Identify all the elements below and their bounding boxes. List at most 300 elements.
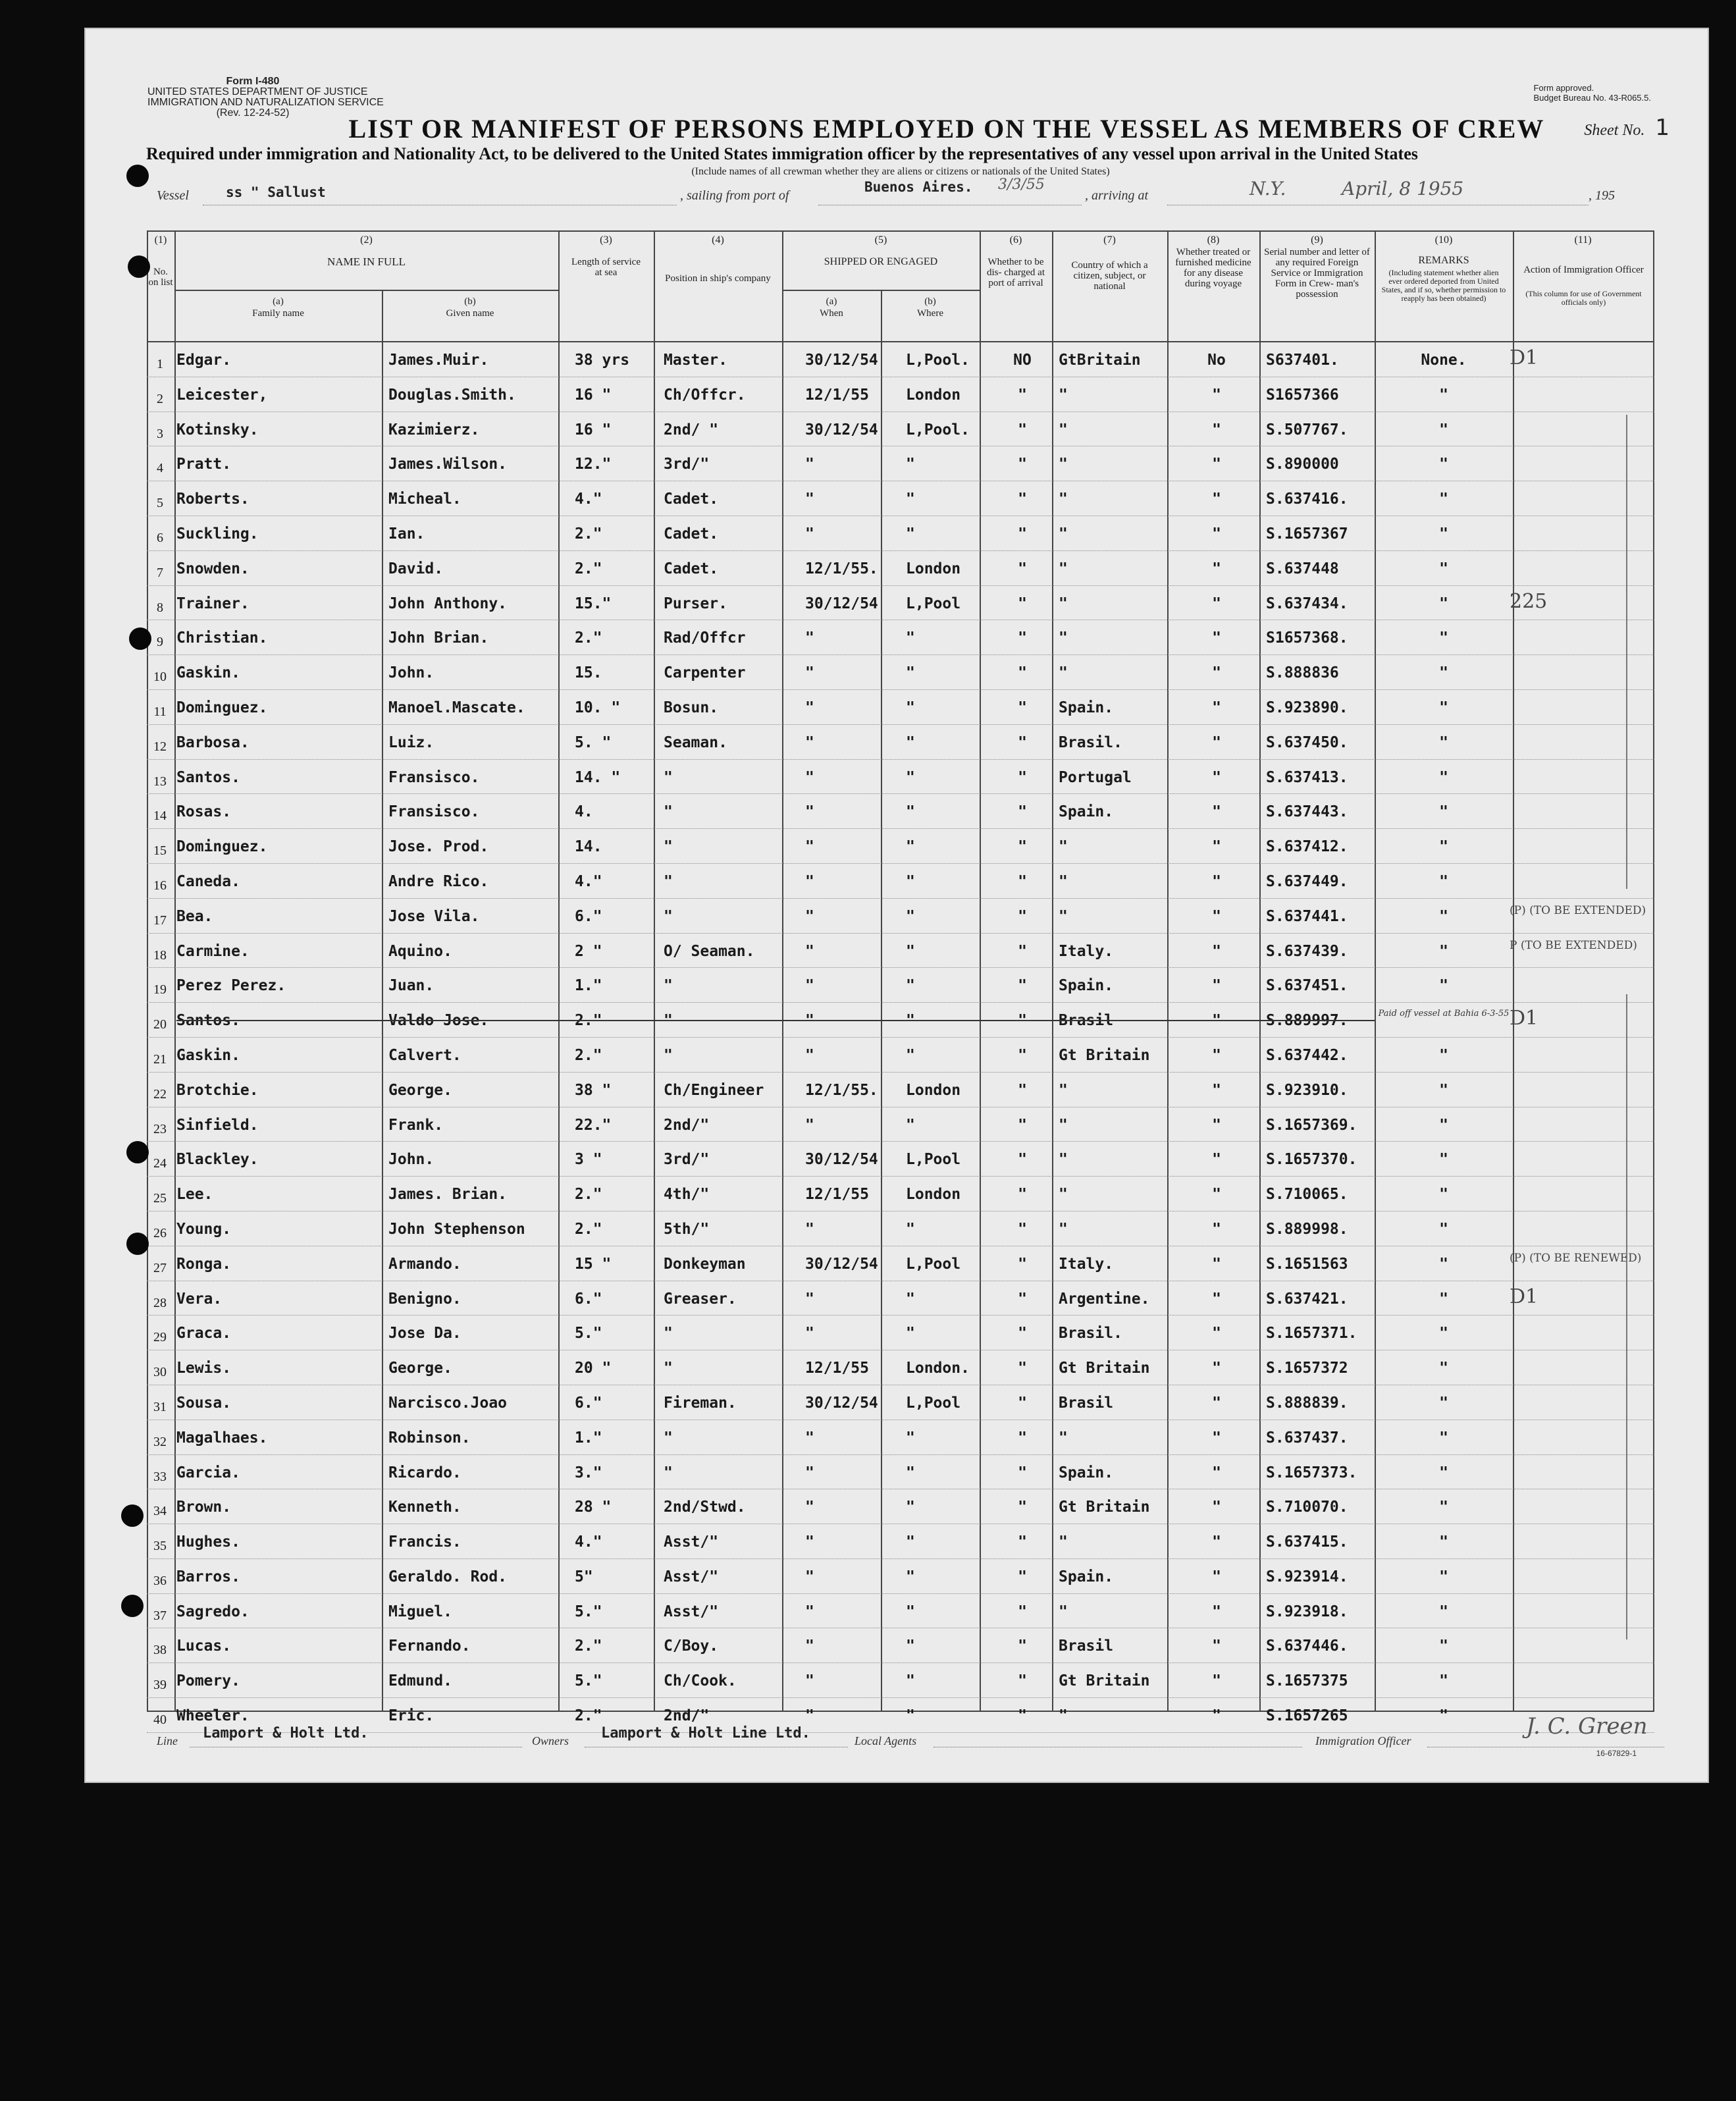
cell-medicine: " xyxy=(1212,838,1221,856)
cell-position: Asst/" xyxy=(664,1568,719,1585)
cell-given: John Stephenson xyxy=(388,1220,525,1238)
cell-serial: S.889998. xyxy=(1266,1220,1348,1238)
cell-when: " xyxy=(805,1499,814,1516)
cell-no: 4 xyxy=(157,461,163,476)
cell-given: Aquino. xyxy=(388,942,452,960)
cell-no: 1 xyxy=(157,357,163,371)
cell-no: 31 xyxy=(153,1399,167,1414)
cell-discharged: " xyxy=(1018,1464,1027,1481)
table-row xyxy=(147,829,1654,864)
table-row xyxy=(147,794,1654,829)
punch-hole xyxy=(126,1233,149,1255)
cell-serial: S.637443. xyxy=(1266,803,1348,821)
cell-when: " xyxy=(805,1464,814,1481)
cell-action: D1 xyxy=(1510,1007,1539,1030)
table-row xyxy=(147,899,1654,934)
cell-where: " xyxy=(906,664,915,682)
cell-country: " xyxy=(1059,1116,1068,1134)
cell-when: 12/1/55 xyxy=(805,1360,869,1377)
cell-length: 5." xyxy=(575,1672,602,1690)
cell-family: Hughes. xyxy=(176,1533,240,1551)
table-row xyxy=(147,481,1654,516)
cell-no: 22 xyxy=(153,1086,167,1102)
cell-position: Greaser. xyxy=(664,1290,737,1308)
line-label: Line xyxy=(157,1734,178,1747)
cell-position: 5th/" xyxy=(664,1220,710,1238)
cell-when: 12/1/55. xyxy=(805,1081,878,1099)
cell-family: Lewis. xyxy=(176,1360,232,1377)
cell-medicine: " xyxy=(1212,1394,1221,1412)
header-no-on-list: No. on list xyxy=(148,267,173,288)
cell-length: 3." xyxy=(575,1464,602,1481)
table-row xyxy=(147,1663,1654,1698)
cell-when: " xyxy=(805,1637,814,1655)
table-row xyxy=(147,1316,1654,1350)
cell-where: " xyxy=(906,525,915,543)
vessel-line xyxy=(157,176,1664,208)
budget-number: Budget Bureau No. 43-R065.5. xyxy=(1533,93,1651,103)
cell-country: Portugal xyxy=(1059,768,1132,786)
cell-discharged: " xyxy=(1018,1116,1027,1134)
cell-discharged: " xyxy=(1018,629,1027,647)
table-row xyxy=(147,1246,1654,1281)
cell-discharged: " xyxy=(1018,1046,1027,1064)
cell-position: 2nd/Stwd. xyxy=(664,1499,746,1516)
service: IMMIGRATION AND NATURALIZATION SERVICE xyxy=(147,97,384,108)
cell-when: " xyxy=(805,733,814,751)
cell-discharged: " xyxy=(1018,1325,1027,1343)
cell-medicine: " xyxy=(1212,1707,1221,1725)
cell-length: 14. " xyxy=(575,768,621,786)
punch-hole xyxy=(129,627,151,650)
header-name-in-full: NAME IN FULL xyxy=(327,255,406,268)
cell-country: Argentine. xyxy=(1059,1290,1150,1308)
cell-country: " xyxy=(1059,1603,1068,1620)
cell-no: 21 xyxy=(153,1051,167,1067)
cell-where: " xyxy=(906,1220,915,1238)
header-family-letter: (a) xyxy=(273,296,284,307)
cell-serial: S.923910. xyxy=(1266,1081,1348,1099)
table-row xyxy=(147,934,1654,969)
cell-length: 4." xyxy=(575,872,602,890)
cell-where: " xyxy=(906,872,915,890)
cell-no: 38 xyxy=(153,1643,167,1658)
cell-family: Kotinsky. xyxy=(176,421,259,439)
cell-discharged: " xyxy=(1018,1568,1027,1585)
cell-given: Valdo Jose. xyxy=(388,1012,489,1030)
cell-discharged: " xyxy=(1018,1707,1027,1725)
cell-length: 15." xyxy=(575,595,612,612)
table-row xyxy=(147,1559,1654,1594)
cell-discharged: " xyxy=(1018,1672,1027,1690)
table-row xyxy=(147,1385,1654,1420)
cell-position: 2nd/" xyxy=(664,1116,710,1134)
cell-serial: S.710070. xyxy=(1266,1499,1348,1516)
header-position: Position in ship's company xyxy=(665,273,771,284)
cell-remarks: " xyxy=(1439,1464,1448,1481)
cell-country: " xyxy=(1059,1533,1068,1551)
sheet-value: 1 xyxy=(1655,115,1670,141)
cell-remarks: " xyxy=(1439,1220,1448,1238)
department: UNITED STATES DEPARTMENT OF JUSTICE xyxy=(147,86,368,97)
cell-discharged: " xyxy=(1018,1081,1027,1099)
cell-where: London xyxy=(906,1186,961,1204)
cell-remarks: " xyxy=(1439,1499,1448,1516)
cell-country: Spain. xyxy=(1059,803,1114,821)
cell-no: 23 xyxy=(153,1121,167,1136)
punch-hole xyxy=(121,1595,144,1617)
cell-discharged: " xyxy=(1018,977,1027,995)
cell-remarks: " xyxy=(1439,560,1448,577)
cell-no: 28 xyxy=(153,1295,167,1310)
cell-given: John. xyxy=(388,664,434,682)
cell-position: Fireman. xyxy=(664,1394,737,1412)
cell-action: 225 xyxy=(1510,589,1548,613)
cell-medicine: " xyxy=(1212,1533,1221,1551)
required-statement: Required under immigration and Nationality Act, to be delivered to the United States immigration officer by the representatives of any vessel upon arrival in the United States xyxy=(146,144,1418,163)
cell-country: " xyxy=(1059,907,1068,925)
cell-position: Rad/Offcr xyxy=(664,629,746,647)
cell-where: " xyxy=(906,1290,915,1308)
cell-action: D1 xyxy=(1510,1285,1539,1308)
cell-discharged: " xyxy=(1018,1290,1027,1308)
cell-family: Sinfield. xyxy=(176,1116,259,1134)
cell-discharged: " xyxy=(1018,560,1027,577)
cell-given: Luiz. xyxy=(388,733,434,751)
cell-length: 3 " xyxy=(575,1151,602,1169)
cell-where: " xyxy=(906,1603,915,1620)
cell-position: Cadet. xyxy=(664,491,719,508)
cell-serial: S.1657265 xyxy=(1266,1707,1348,1725)
cell-where: L,Pool. xyxy=(906,352,970,369)
cell-given: James.Wilson. xyxy=(388,456,508,473)
cell-given: David. xyxy=(388,560,444,577)
cell-when: 12/1/55 xyxy=(805,1186,869,1204)
cell-serial: S.923918. xyxy=(1266,1603,1348,1620)
cell-medicine: " xyxy=(1212,560,1221,577)
cell-given: George. xyxy=(388,1081,452,1099)
cell-remarks: " xyxy=(1439,1290,1448,1308)
cell-given: Benigno. xyxy=(388,1290,461,1308)
cell-country: Italy. xyxy=(1059,942,1114,960)
cell-when: " xyxy=(805,1046,814,1064)
cell-when: 12/1/55. xyxy=(805,560,878,577)
header-shipped: SHIPPED OR ENGAGED xyxy=(824,256,938,267)
cell-medicine: " xyxy=(1212,1290,1221,1308)
table-row xyxy=(147,1281,1654,1316)
cell-medicine: " xyxy=(1212,1603,1221,1620)
cell-medicine: " xyxy=(1212,1499,1221,1516)
cell-country: Gt Britain xyxy=(1059,1672,1150,1690)
cell-where: " xyxy=(906,803,915,821)
table-row xyxy=(147,1524,1654,1559)
cell-when: " xyxy=(805,872,814,890)
col-number-11: (11) xyxy=(1574,234,1592,246)
table-row xyxy=(147,1628,1654,1663)
manifest-sheet xyxy=(84,28,1709,1783)
cell-length: 14. xyxy=(575,838,602,856)
cell-no: 13 xyxy=(153,774,167,789)
cell-medicine: No xyxy=(1207,352,1226,369)
cell-length: 6." xyxy=(575,1394,602,1412)
cell-given: Juan. xyxy=(388,977,434,995)
cell-position: O/ Seaman. xyxy=(664,942,755,960)
cell-given: Miguel. xyxy=(388,1603,452,1620)
cell-where: " xyxy=(906,907,915,925)
cell-position: Master. xyxy=(664,352,727,369)
header-when-letter: (a) xyxy=(826,296,837,307)
cell-when: " xyxy=(805,977,814,995)
header-given-name: Given name xyxy=(446,308,494,319)
cell-country: Spain. xyxy=(1059,1464,1114,1481)
cell-serial: S1657366 xyxy=(1266,386,1339,404)
header-where: Where xyxy=(917,308,943,319)
table-row xyxy=(147,1420,1654,1455)
cell-length: 22." xyxy=(575,1116,612,1134)
cell-remarks: " xyxy=(1439,525,1448,543)
cell-length: 5." xyxy=(575,1325,602,1343)
cell-no: 12 xyxy=(153,739,167,754)
cell-medicine: " xyxy=(1212,699,1221,716)
form-number: Form I-480 xyxy=(226,76,280,87)
arrival-date: April, 8 1955 xyxy=(1342,178,1464,199)
col-number-8: (8) xyxy=(1207,234,1220,246)
cell-position: " xyxy=(664,907,673,925)
cell-where: " xyxy=(906,1429,915,1447)
cell-when: " xyxy=(805,1603,814,1620)
print-code: 16-67829-1 xyxy=(1596,1749,1637,1758)
cell-discharged: " xyxy=(1018,1151,1027,1169)
cell-family: Santos. xyxy=(176,1012,240,1030)
cell-when: " xyxy=(805,942,814,960)
cell-no: 5 xyxy=(157,496,163,511)
table-row xyxy=(147,1142,1654,1177)
cell-length: 28 " xyxy=(575,1499,612,1516)
cell-family: Dominguez. xyxy=(176,838,268,856)
cell-when: " xyxy=(805,1672,814,1690)
cell-given: Micheal. xyxy=(388,491,461,508)
cell-remarks: " xyxy=(1439,1046,1448,1064)
header-length: Length of service at sea xyxy=(571,257,641,278)
cell-family: Lee. xyxy=(176,1186,213,1204)
cell-medicine: " xyxy=(1212,1672,1221,1690)
year-suffix: , 195 xyxy=(1589,188,1615,203)
cell-where: " xyxy=(906,1499,915,1516)
cell-family: Young. xyxy=(176,1220,232,1238)
sailing-date: 3/3/55 xyxy=(998,176,1045,193)
cell-remarks: " xyxy=(1439,838,1448,856)
cell-given: John. xyxy=(388,1151,434,1169)
cell-family: Suckling. xyxy=(176,525,259,543)
cell-discharged: " xyxy=(1018,1533,1027,1551)
cell-serial: S.888836 xyxy=(1266,664,1339,682)
cell-where: London xyxy=(906,1081,961,1099)
document-title: LIST OR MANIFEST OF PERSONS EMPLOYED ON THE VESSEL AS MEMBERS OF CREW xyxy=(348,114,1545,144)
table-row xyxy=(147,586,1654,621)
sheet-number xyxy=(1584,115,1670,141)
cell-remarks: " xyxy=(1439,1637,1448,1655)
cell-when: " xyxy=(805,456,814,473)
cell-length: 5" xyxy=(575,1568,593,1585)
cell-discharged: " xyxy=(1018,1603,1027,1620)
cell-family: Ronga. xyxy=(176,1255,232,1273)
cell-length: 4. xyxy=(575,803,593,821)
cell-remarks: " xyxy=(1439,1672,1448,1690)
col-number-3: (3) xyxy=(600,234,612,246)
cell-family: Lucas. xyxy=(176,1637,232,1655)
cell-where: London. xyxy=(906,1360,970,1377)
cell-medicine: " xyxy=(1212,1429,1221,1447)
cell-medicine: " xyxy=(1212,664,1221,682)
cell-length: 1." xyxy=(575,1429,602,1447)
cell-serial: S.637446. xyxy=(1266,1637,1348,1655)
cell-no: 30 xyxy=(153,1365,167,1380)
cell-given: George. xyxy=(388,1360,452,1377)
cell-where: " xyxy=(906,629,915,647)
cell-no: 20 xyxy=(153,1017,167,1032)
table-row xyxy=(147,690,1654,725)
line-value: Lamport & Holt Ltd. xyxy=(203,1725,369,1742)
cell-discharged: " xyxy=(1018,595,1027,612)
header-country: Country of which a citizen, subject, or national xyxy=(1071,260,1148,292)
cell-where: " xyxy=(906,491,915,508)
cell-when: " xyxy=(805,1116,814,1134)
col-number-9: (9) xyxy=(1311,234,1323,246)
table-row xyxy=(147,1177,1654,1211)
cell-when: " xyxy=(805,1012,814,1030)
cell-country: Brasil xyxy=(1059,1012,1114,1030)
cell-medicine: " xyxy=(1212,942,1221,960)
cell-position: C/Boy. xyxy=(664,1637,719,1655)
cell-family: Brotchie. xyxy=(176,1081,259,1099)
cell-no: 16 xyxy=(153,878,167,893)
cell-family: Trainer. xyxy=(176,595,250,612)
cell-medicine: " xyxy=(1212,525,1221,543)
officer-signature: J. C. Green xyxy=(1526,1713,1648,1740)
cell-no: 7 xyxy=(157,565,163,580)
cell-remarks: " xyxy=(1439,1533,1448,1551)
cell-no: 15 xyxy=(153,843,167,859)
cell-given: Fransisco. xyxy=(388,768,480,786)
cell-given: Jose Vila. xyxy=(388,907,480,925)
cell-length: 2." xyxy=(575,560,602,577)
cell-where: " xyxy=(906,1116,915,1134)
cell-no: 33 xyxy=(153,1469,167,1484)
table-row xyxy=(147,968,1654,1003)
cell-discharged: " xyxy=(1018,699,1027,716)
cell-where: " xyxy=(906,838,915,856)
cell-country: " xyxy=(1059,1151,1068,1169)
cell-family: Caneda. xyxy=(176,872,240,890)
cell-discharged: " xyxy=(1018,838,1027,856)
cell-no: 35 xyxy=(153,1539,167,1554)
cell-discharged: " xyxy=(1018,1360,1027,1377)
cell-given: Manoel.Mascate. xyxy=(388,699,525,716)
table-row xyxy=(147,446,1654,481)
cell-where: " xyxy=(906,1568,915,1585)
cell-family: Sagredo. xyxy=(176,1603,250,1620)
arriving-label: , arriving at xyxy=(1085,188,1149,203)
cell-no: 2 xyxy=(157,391,163,406)
cell-no: 11 xyxy=(153,704,167,719)
cell-family: Wheeler. xyxy=(176,1707,250,1725)
cell-length: 16 " xyxy=(575,421,612,439)
cell-country: " xyxy=(1059,421,1068,439)
cell-serial: S.1657367 xyxy=(1266,525,1348,543)
cell-medicine: " xyxy=(1212,1255,1221,1273)
cell-discharged: " xyxy=(1018,664,1027,682)
cell-medicine: " xyxy=(1212,456,1221,473)
cell-given: Ricardo. xyxy=(388,1464,461,1481)
cell-when: 30/12/54 xyxy=(805,421,878,439)
cell-medicine: " xyxy=(1212,907,1221,925)
cell-no: 24 xyxy=(153,1156,167,1171)
cell-serial: S.637415. xyxy=(1266,1533,1348,1551)
cell-serial: S637401. xyxy=(1266,352,1339,369)
cell-length: 38 " xyxy=(575,1081,612,1099)
cell-remarks: " xyxy=(1439,733,1448,751)
cell-country: " xyxy=(1059,491,1068,508)
table-row xyxy=(147,760,1654,795)
cell-where: L,Pool xyxy=(906,1255,961,1273)
cell-where: " xyxy=(906,1672,915,1690)
cell-country: Brasil xyxy=(1059,1394,1114,1412)
cell-medicine: " xyxy=(1212,595,1221,612)
cell-position: 2nd/" xyxy=(664,1707,710,1725)
cell-medicine: " xyxy=(1212,977,1221,995)
table-row xyxy=(147,342,1654,377)
cell-position: " xyxy=(664,768,673,786)
header-action: Action of Immigration Officer xyxy=(1523,265,1644,275)
cell-remarks: Paid off vessel at Bahia 6-3-55 xyxy=(1378,1009,1510,1019)
cell-family: Dominguez. xyxy=(176,699,268,716)
cell-remarks: " xyxy=(1439,977,1448,995)
cell-where: " xyxy=(906,1325,915,1343)
cell-country: " xyxy=(1059,1429,1068,1447)
cell-family: Edgar. xyxy=(176,352,232,369)
cell-medicine: " xyxy=(1212,1116,1221,1134)
cell-given: Fransisco. xyxy=(388,803,480,821)
cell-country: Spain. xyxy=(1059,977,1114,995)
cell-no: 17 xyxy=(153,913,167,928)
cell-family: Gaskin. xyxy=(176,1046,240,1064)
cell-remarks: " xyxy=(1439,1116,1448,1134)
cell-given: Frank. xyxy=(388,1116,444,1134)
cell-where: L,Pool. xyxy=(906,421,970,439)
cell-length: 2." xyxy=(575,1186,602,1204)
cell-given: James. Brian. xyxy=(388,1186,508,1204)
col-number-4: (4) xyxy=(712,234,724,246)
cell-serial: S.923890. xyxy=(1266,699,1348,716)
cell-length: 2." xyxy=(575,525,602,543)
cell-given: John Anthony. xyxy=(388,595,508,612)
cell-where: " xyxy=(906,1464,915,1481)
cell-discharged: " xyxy=(1018,421,1027,439)
cell-family: Vera. xyxy=(176,1290,223,1308)
cell-no: 32 xyxy=(153,1434,167,1449)
cell-given: John Brian. xyxy=(388,629,489,647)
punch-hole xyxy=(128,255,150,278)
table-row xyxy=(147,725,1654,760)
cell-length: 5. " xyxy=(575,733,612,751)
cell-discharged: " xyxy=(1018,386,1027,404)
cell-position: Donkeyman xyxy=(664,1255,746,1273)
cell-remarks: " xyxy=(1439,942,1448,960)
cell-family: Garcia. xyxy=(176,1464,240,1481)
cell-where: " xyxy=(906,733,915,751)
cell-medicine: " xyxy=(1212,1046,1221,1064)
cell-serial: S.637442. xyxy=(1266,1046,1348,1064)
